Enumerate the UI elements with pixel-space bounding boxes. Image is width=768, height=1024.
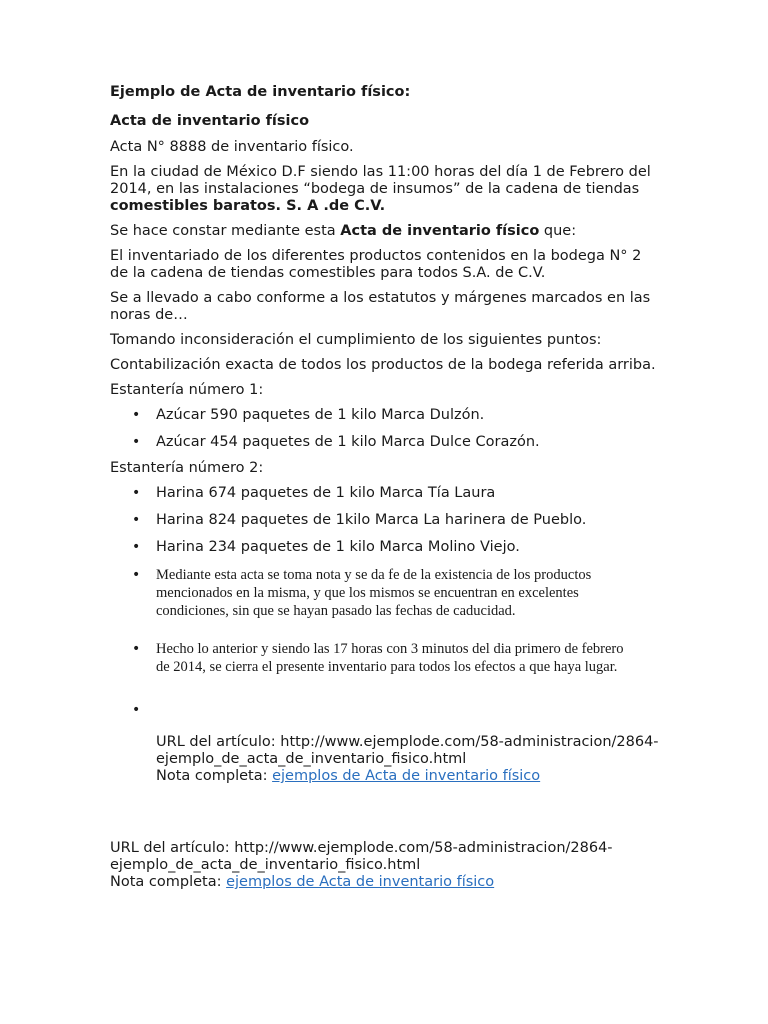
intro-paragraph — [110, 164, 670, 215]
source-block — [110, 840, 670, 891]
intro-line-1: En la ciudad de México D.F siendo las 11:00 horas del día 1 de Febrero del — [110, 164, 651, 180]
closing-2-line-2: de 2014, se cierra el presente inventario para todos los efectos a que haya lugar. — [156, 659, 618, 675]
list-item-text: Harina 234 paquetes de 1 kilo Marca Molino Viejo. — [156, 539, 520, 555]
document-body — [110, 84, 670, 891]
bullet-icon: • — [132, 641, 141, 657]
nota-label: Nota completa: — [156, 768, 273, 784]
nota-link[interactable]: ejemplos de Acta de inventario físico — [226, 874, 495, 890]
closing-1-line-2: mencionados en la misma, y que los mismos se encuentran en excelentes — [156, 585, 579, 601]
list-item — [110, 640, 670, 676]
inventariado-line-1: El inventariado de los diferentes productos contenidos en la bodega N° 2 — [110, 248, 642, 264]
shelf-2-title: Estantería número 2: — [110, 460, 264, 476]
bullet-icon: • — [132, 485, 141, 501]
llevado-paragraph — [110, 290, 670, 324]
shelf-2-list — [110, 485, 670, 785]
shelf-1-title: Estantería número 1: — [110, 382, 264, 398]
bullet-icon: • — [132, 512, 141, 528]
bullet-icon: • — [132, 539, 141, 555]
constar-bold: Acta de inventario físico — [340, 223, 540, 239]
list-item-text: Azúcar 454 paquetes de 1 kilo Marca Dulce Corazón. — [156, 434, 540, 450]
list-item — [110, 539, 670, 566]
constar-paragraph — [110, 223, 670, 240]
llevado-line-1: Se a llevado a cabo conforme a los estatutos y márgenes marcados en las — [110, 290, 651, 306]
source-url-line-2: ejemplo_de_acta_de_inventario_fisico.html — [156, 751, 467, 767]
list-item — [110, 434, 670, 461]
constar-pre: Se hace constar mediante esta — [110, 223, 341, 239]
bullet-icon: • — [132, 434, 141, 450]
constar-post: que: — [539, 223, 577, 239]
document-heading: Ejemplo de Acta de inventario físico: — [110, 84, 411, 100]
llevado-line-2: noras de… — [110, 307, 188, 323]
acta-number: Acta N° 8888 de inventario físico. — [110, 139, 354, 155]
closing-1-line-1: Mediante esta acta se toma nota y se da fe de la existencia de los productos — [156, 567, 592, 583]
list-item-text: Harina 824 paquetes de 1kilo Marca La harinera de Pueblo. — [156, 512, 587, 528]
contabilizacion-paragraph: Contabilización exacta de todos los productos de la bodega referida arriba. — [110, 357, 656, 373]
list-item-text: Harina 674 paquetes de 1 kilo Marca Tía Laura — [156, 485, 496, 501]
closing-2-line-1: Hecho lo anterior y siendo las 17 horas con 3 minutos del dia primero de febrero — [156, 641, 624, 657]
list-item — [110, 566, 670, 620]
nota-label: Nota completa: — [110, 874, 227, 890]
list-item-empty — [110, 702, 670, 734]
list-item — [110, 407, 670, 434]
bullet-icon: • — [132, 407, 141, 423]
nota-link[interactable]: ejemplos de Acta de inventario físico — [272, 768, 541, 784]
inventariado-line-2: de la cadena de tiendas comestibles para todos S.A. de C.V. — [110, 265, 546, 281]
list-item — [110, 485, 670, 512]
source-block-indented — [110, 734, 670, 785]
list-item — [110, 512, 670, 539]
source-url-line-1: URL del artículo: http://www.ejemplode.com/58-administracion/2864- — [156, 734, 659, 750]
document-subheading: Acta de inventario físico — [110, 113, 310, 129]
closing-1-line-3: condiciones, sin que se hayan pasado las fechas de caducidad. — [156, 603, 516, 619]
inventariado-paragraph — [110, 248, 670, 282]
shelf-1-list — [110, 407, 670, 461]
source-url-line-2: ejemplo_de_acta_de_inventario_fisico.html — [110, 857, 421, 873]
bullet-icon: • — [132, 567, 141, 583]
intro-line-2: 2014, en las instalaciones “bodega de insumos” de la cadena de tiendas — [110, 181, 640, 197]
tomando-paragraph: Tomando inconsideración el cumplimiento de los siguientes puntos: — [110, 332, 602, 348]
intro-company-name: comestibles baratos. S. A .de C.V. — [110, 198, 386, 214]
source-url-line-1: URL del artículo: http://www.ejemplode.com/58-administracion/2864- — [110, 840, 613, 856]
list-item-text: Azúcar 590 paquetes de 1 kilo Marca Dulzón. — [156, 407, 485, 423]
bullet-icon: • — [132, 702, 141, 718]
